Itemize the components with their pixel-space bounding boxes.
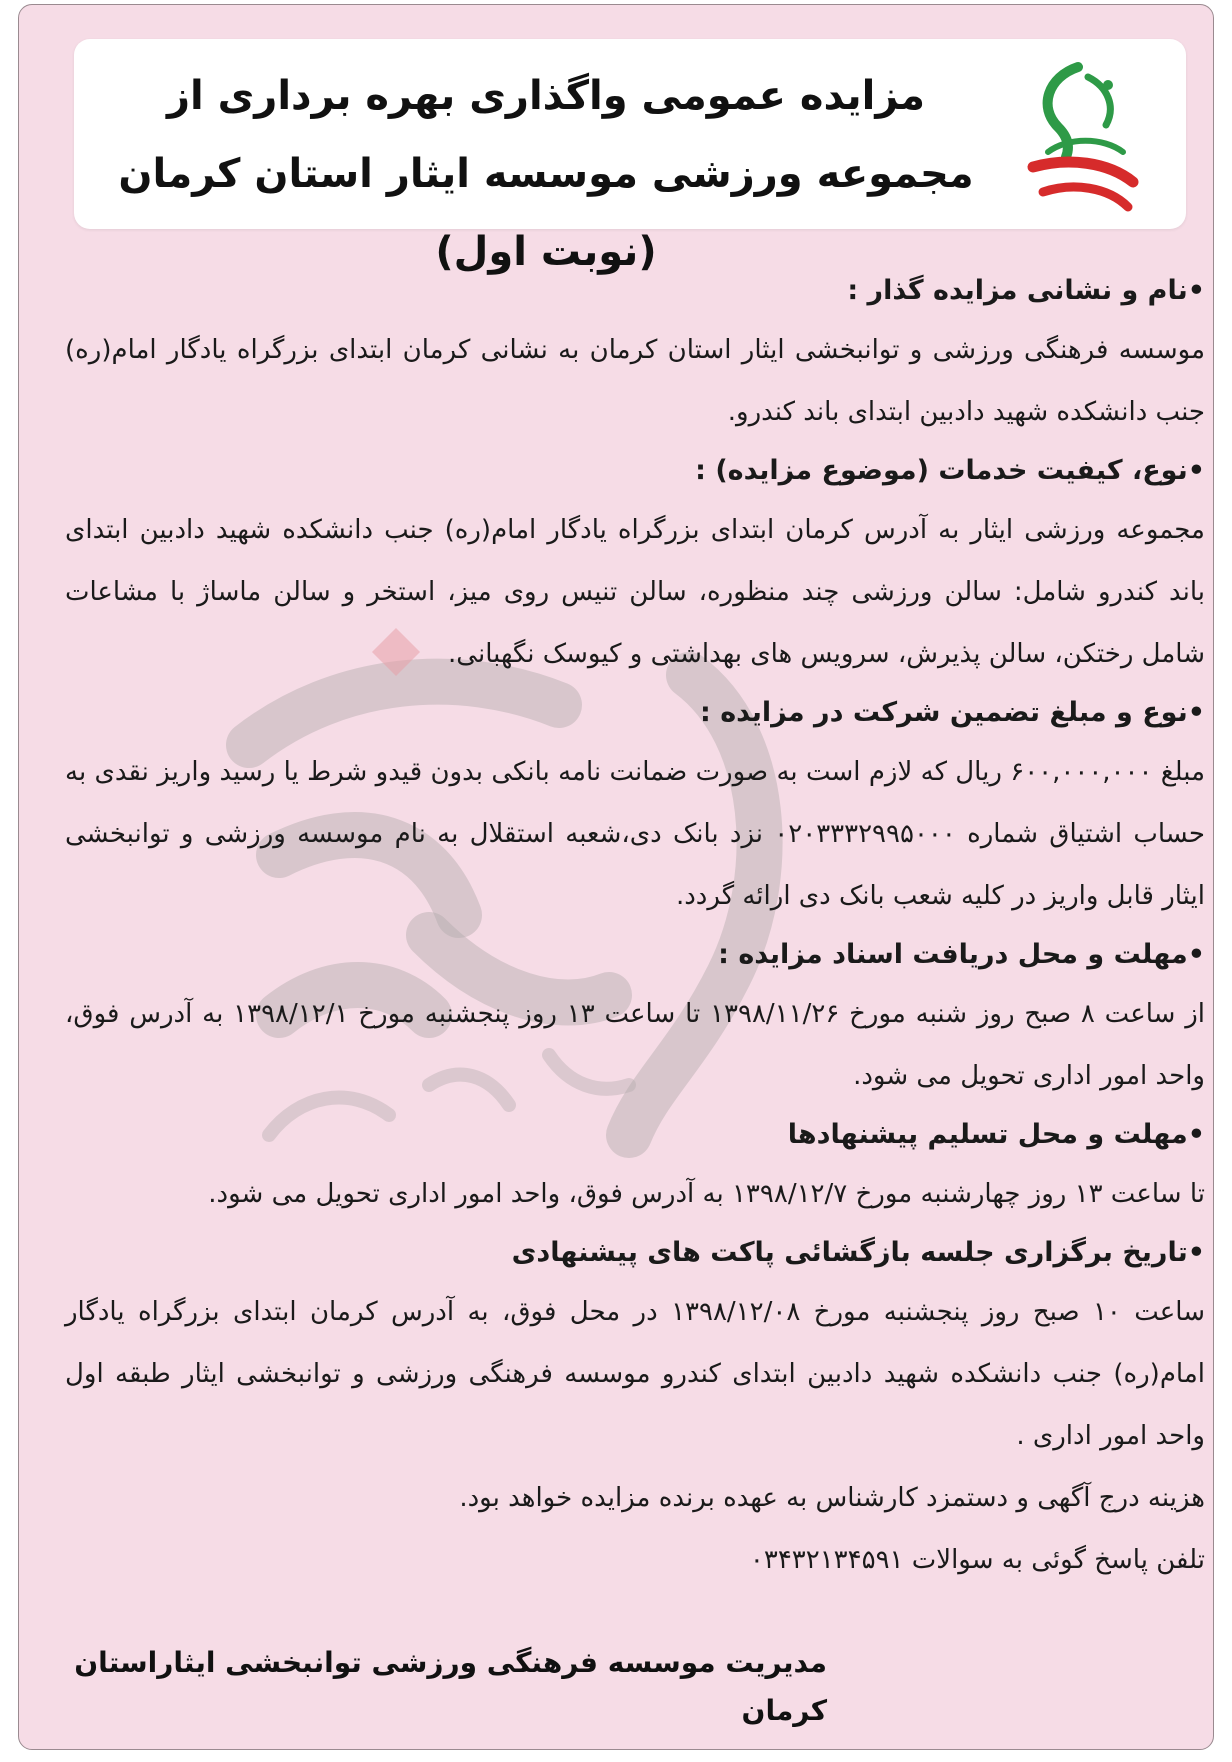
header-box (74, 39, 1186, 275)
section-body-opening: ساعت ۱۰ صبح روز پنجشنبه مورخ ۱۳۹۸/۱۲/۰۸ در محل فوق، به آدرس کرمان ابتدای بزرگراه یادگار امام(ره) جنب دانشکده شهید دادبین ابتدای کندرو موسسه فرهنگی ورزشی و توانبخشی ایثار طبقه اول واحد امور اداری . (65, 1297, 1205, 1451)
section-body-submission: تا ساعت ۱۳ روز چهارشنبه مورخ ۱۳۹۸/۱۲/۷ به آدرس فوق، واحد امور اداری تحویل می شود. (208, 1179, 1205, 1209)
section-heading-submission: •مهلت و محل تسلیم پیشنهادها (787, 1119, 1205, 1150)
isar-logo-icon (1008, 57, 1148, 217)
section-body-guarantee: مبلغ ۶۰۰,۰۰۰,۰۰۰ ریال که لازم است به صورت ضمانت نامه بانکی بدون قیدو شرط یا رسید واریز نقدی به حساب اشتیاق شماره ۰۲۰۳۳۳۲۹۹۵۰۰۰ نزد بانک دی،شعبه استقلال به نام موسسه ورزشی و توانبخشی ایثار قابل واریز در کلیه شعب بانک دی ارائه گردد. (65, 757, 1206, 911)
section-body-services: مجموعه ورزشی ایثار به آدرس کرمان ابتدای بزرگراه یادگار امام(ره) جنب دانشکده شهید دادبین ابتدای باند کندرو شامل: سالن ورزشی چند منظوره، سالن تنیس روی میز، استخر و سالن ماساژ با مشاعات شامل رختکن، سالن پذیرش، سرویس های بهداشتی و کیوسک نگهبانی. (65, 515, 1205, 669)
page-title: مزایده عمومی واگذاری بهره برداری از مجموعه ورزشی موسسه ایثار استان کرمان (نوبت اول) (118, 73, 974, 275)
section-heading-services: •نوع، کیفیت خدمات (موضوع مزایده) : (695, 455, 1205, 486)
cost-note: هزینه درج آگهی و دستمزد کارشناس به عهده برنده مزایده خواهد بود. (459, 1483, 1205, 1513)
section-heading-documents: •مهلت و محل دریافت اسناد مزایده : (718, 939, 1205, 970)
section-heading-guarantee: •نوع و مبلغ تضمین شرکت در مزایده : (700, 697, 1205, 728)
section-body-documents: از ساعت ۸ صبح روز شنبه مورخ ۱۳۹۸/۱۱/۲۶ تا ساعت ۱۳ روز پنجشنبه مورخ ۱۳۹۸/۱۲/۱ به آدرس فوق، واحد امور اداری تحویل می شود. (65, 999, 1206, 1091)
phone-note: تلفن پاسخ گوئی به سوالات ۰۳۴۳۲۱۳۴۵۹۱ (749, 1545, 1205, 1575)
advertisement-frame (18, 4, 1214, 1750)
section-heading-auctioneer: •نام و نشانی مزایده گذار : (847, 275, 1205, 306)
advertisement-body (65, 263, 1205, 1591)
footer-signature: مدیریت موسسه فرهنگی ورزشی توانبخشی ایثاراستان کرمان (74, 1646, 827, 1727)
section-heading-opening: •تاریخ برگزاری جلسه بازگشائی پاکت های پیشنهادی (511, 1237, 1205, 1268)
section-body-auctioneer: موسسه فرهنگی ورزشی و توانبخشی ایثار استان کرمان به نشانی کرمان ابتدای بزرگراه یادگار امام(ره) جنب دانشکده شهید دادبین ابتدای باند کندرو. (65, 335, 1205, 427)
